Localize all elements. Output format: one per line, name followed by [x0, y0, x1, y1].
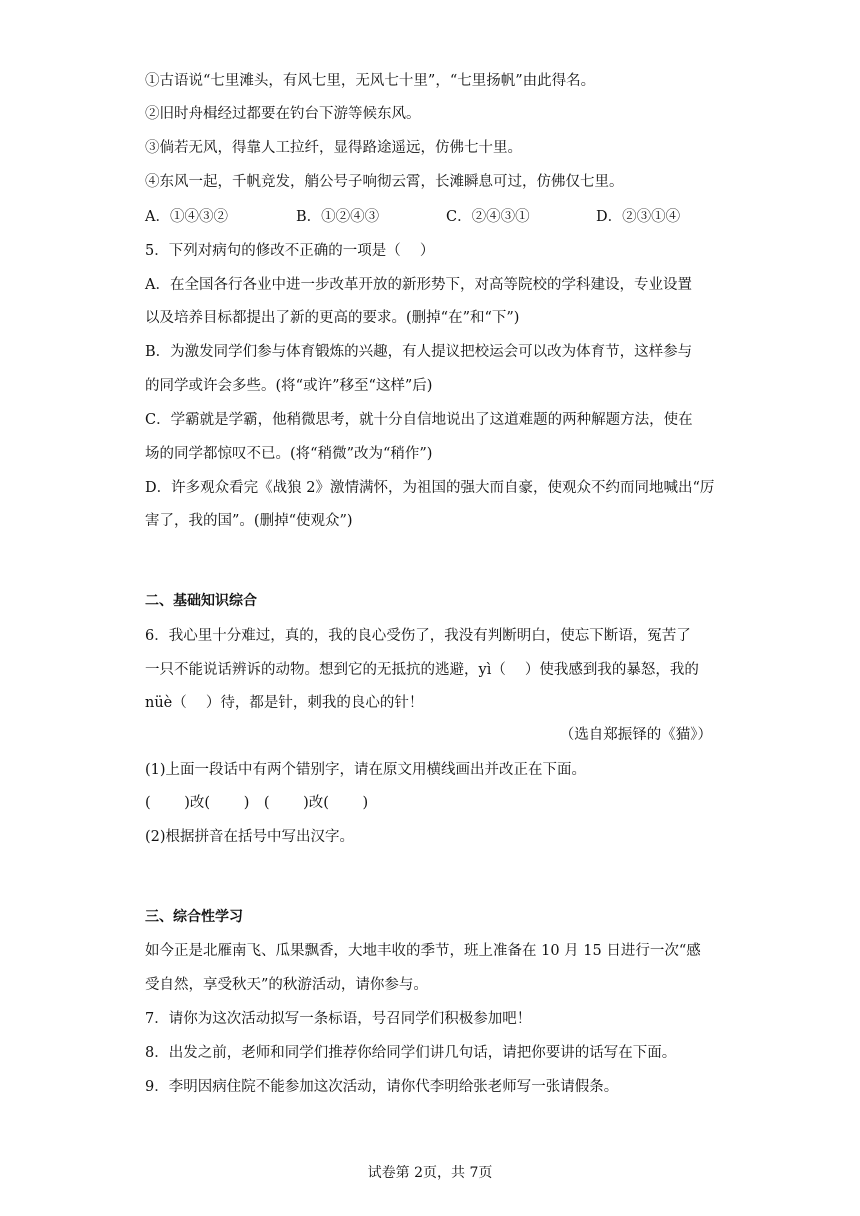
- q6-passage-line3: nüè（ ）待，都是针，刺我的良心的针！: [145, 695, 424, 711]
- q5-option-b-line2: 的同学或许会多些。(将“或许”移至“这样”后): [145, 378, 433, 394]
- q6-source: （选自郑振铎的《猫》）: [559, 727, 712, 743]
- q5-option-c-line1: C．学霸就是学霸，他稍微思考，就十分自信地说出了这道难题的两种解题方法，使在: [145, 412, 693, 428]
- page-footer: 试卷第 2页，共 7页: [367, 1165, 493, 1181]
- q5-option-b-line1: B．为激发同学们参与体育锻炼的兴趣，有人提议把校运会可以改为体育节，这样参与: [145, 344, 693, 360]
- q5-option-c-line2: 场的同学都惊叹不已。(将“稍微”改为“稍作”): [145, 446, 433, 462]
- q6-passage-line1: 6．我心里十分难过，真的，我的良心受伤了，我没有判断明白，使忘下断语，冤苦了: [145, 628, 691, 644]
- sentence-item-3: ③倘若无风，得靠人工拉纤，显得路途遥远，仿佛七十里。: [145, 140, 522, 156]
- q5-stem: 5．下列对病句的修改不正确的一项是（ ）: [145, 243, 435, 259]
- sentence-item-2: ②旧时舟楫经过都要在钓台下游等候东风。: [145, 106, 421, 122]
- q5-option-a-line2: 以及培养目标都提出了新的更高的要求。(删掉“在”和“下”): [145, 310, 520, 326]
- q8: 8．出发之前，老师和同学们推荐你给同学们讲几句话，请把你要讲的话写在下面。: [145, 1045, 677, 1061]
- sentence-item-1: ①古语说“七里滩头，有风七里，无风七十里”，“七里扬帆”由此得名。: [145, 73, 596, 89]
- q6-sub2: (2)根据拼音在括号中写出汉字。: [145, 829, 355, 845]
- q9: 9．李明因病住院不能参加这次活动，请你代李明给张老师写一张请假条。: [145, 1079, 619, 1095]
- q6-sub1: (1)上面一段话中有两个错别字，请在原文用横线画出并改正在下面。: [145, 762, 587, 778]
- q7: 7．请你为这次活动拟写一条标语，号召同学们积极参加吧！: [145, 1011, 532, 1027]
- q5-option-d-line2: 害了，我的国”。(删掉“使观众”): [145, 513, 353, 529]
- section2-heading: 二、基础知识综合: [145, 593, 257, 609]
- section3-heading: 三、综合性学习: [145, 909, 243, 925]
- q4-option-d: D．②③①④: [596, 209, 681, 225]
- q5-option-d-line1: D．许多观众看完《战狼 2》激情满怀，为祖国的强大而自豪，使观众不约而同地喊出“厉: [145, 480, 715, 496]
- q4-option-c: C．②④③①: [446, 209, 530, 225]
- q4-option-a: A．①④③②: [145, 209, 228, 225]
- section3-intro-line1: 如今正是北雁南飞、瓜果飘香，大地丰收的季节，班上准备在 10 月 15 日进行一次“感: [145, 943, 701, 959]
- section3-intro-line2: 受自然，享受秋天”的秋游活动，请你参与。: [145, 977, 428, 993]
- q4-option-b: B．①②④③: [296, 209, 380, 225]
- q6-answer-blanks: ( )改( ) ( )改( ): [145, 795, 369, 811]
- q5-option-a-line1: A．在全国各行各业中进一步改革开放的新形势下，对高等院校的学科建设，专业设置: [145, 277, 692, 293]
- q6-passage-line2: 一只不能说话辨诉的动物。想到它的无抵抗的逃避，yì（ ）使我感到我的暴怒，我的: [145, 662, 699, 678]
- sentence-item-4: ④东风一起，千帆竞发，艄公号子响彻云霄，长滩瞬息可过，仿佛仅七里。: [145, 174, 624, 190]
